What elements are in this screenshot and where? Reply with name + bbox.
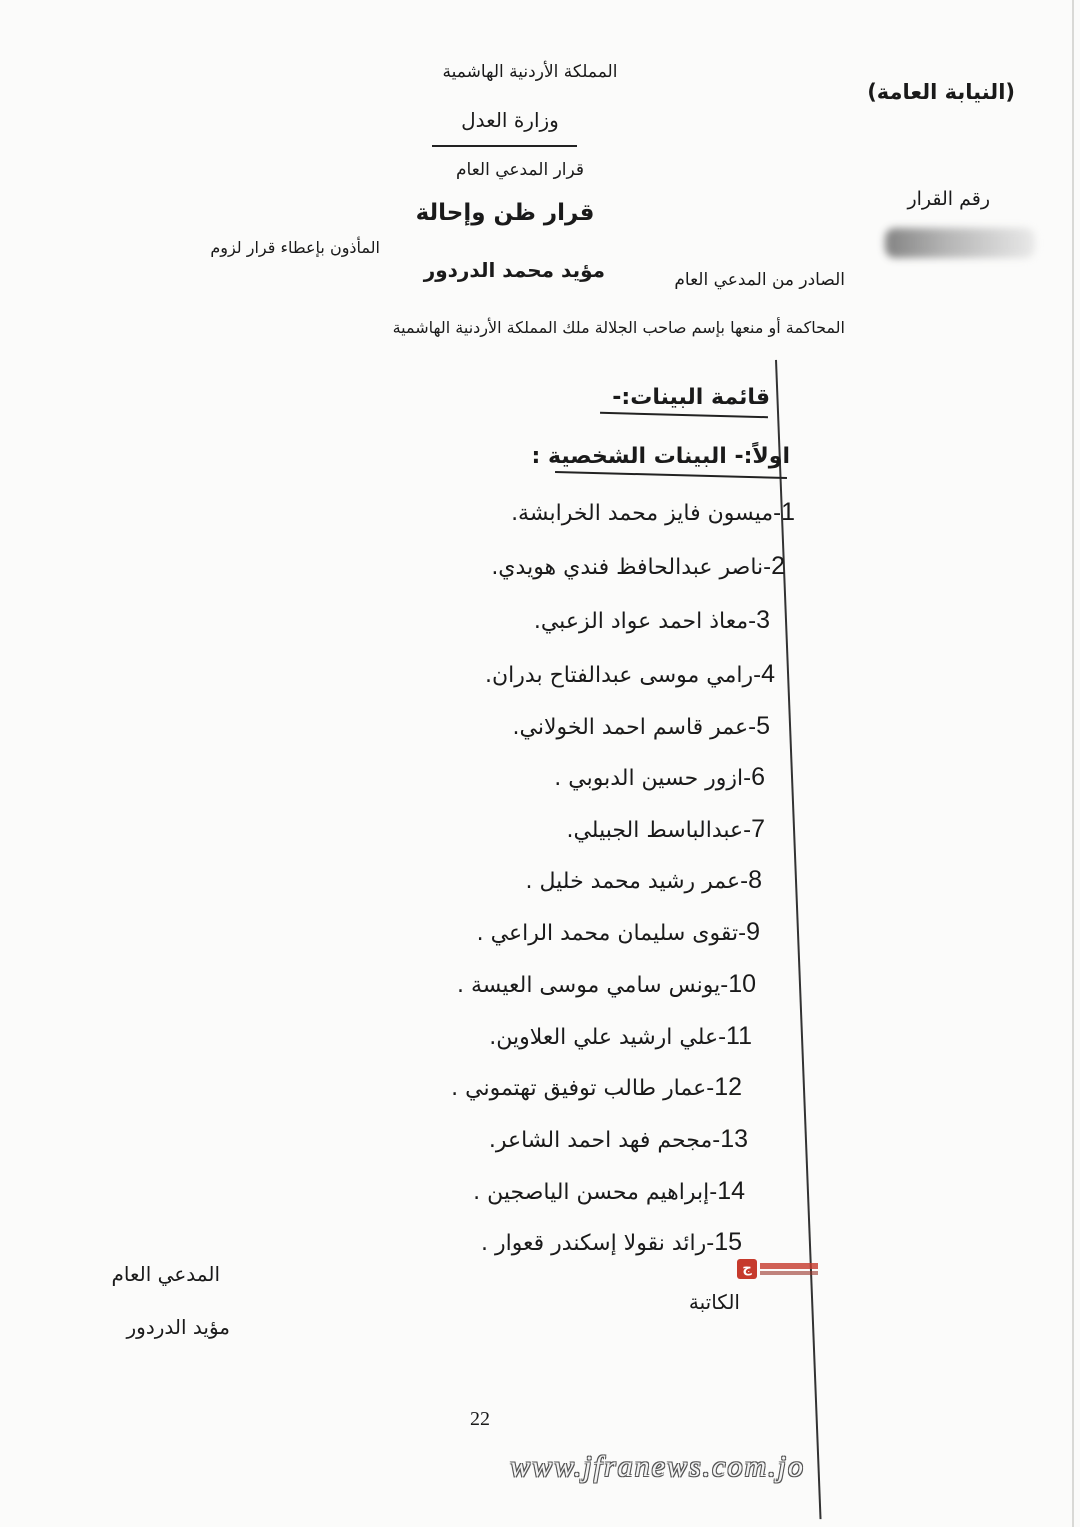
witness-item	[360, 1073, 742, 1102]
witness-item	[400, 866, 762, 895]
witness-item	[420, 498, 795, 527]
decision-number-redacted	[885, 228, 1035, 258]
personal-title-underline	[555, 471, 787, 479]
ministry-heading: وزارة العدل	[461, 108, 559, 132]
witness-number: 10	[728, 970, 756, 998]
witness-number: 7	[751, 815, 765, 843]
witness-item	[400, 1177, 745, 1206]
witness-number: 6	[751, 763, 765, 791]
witness-name: -ميسون فايز محمد الخرابشة.	[511, 501, 782, 526]
decision-number-label: رقم القرار	[907, 188, 990, 210]
witness-item	[370, 970, 756, 999]
prosecutor-decision-heading: قرار المدعي العام	[455, 160, 585, 180]
ministry-underline	[432, 145, 577, 147]
public-prosecution-label: (النيابة العامة)	[867, 80, 1015, 104]
page-number: 22	[470, 1408, 490, 1430]
clerk-label: الكاتبة	[688, 1290, 740, 1314]
witness-number: 8	[748, 866, 762, 894]
witness-name: -عمار طالب توفيق تهتموني .	[451, 1076, 715, 1101]
witness-number: 2	[771, 552, 785, 580]
witness-name: -رامي موسى عبدالفتاح بدران.	[485, 663, 762, 688]
margin-line	[775, 360, 822, 1519]
witness-number: 13	[720, 1125, 748, 1153]
witness-item	[400, 1022, 752, 1051]
witness-item	[420, 606, 770, 635]
jfranews-logo-icon	[737, 1256, 819, 1281]
witness-item	[400, 552, 785, 581]
watermark-url: www.jfranews.com.jo	[510, 1450, 805, 1483]
witness-number: 5	[756, 712, 770, 740]
witness-item	[400, 660, 775, 689]
evidence-title-underline	[600, 412, 768, 418]
witness-name: -عبدالباسط الجبيلي.	[566, 818, 752, 843]
witness-item	[380, 918, 760, 947]
witness-name: -علي ارشيد علي العلاوين.	[489, 1025, 727, 1050]
witness-item	[420, 1125, 748, 1154]
witness-number: 15	[714, 1228, 742, 1256]
logo-text-bars	[760, 1261, 818, 1277]
witness-name: -يونس سامي موسى العيسة .	[456, 973, 729, 998]
witness-name: -ازور حسين الدبوبي .	[554, 766, 752, 791]
prosecutor-name: مؤيد محمد الدردور	[423, 258, 605, 282]
logo-bar	[760, 1263, 818, 1269]
logo-mark: ج	[737, 1259, 757, 1279]
witness-name: -ناصر عبدالحافظ فندي هويدي.	[491, 555, 772, 580]
signature-name: مؤيد الدردور	[126, 1315, 230, 1339]
witness-item	[420, 712, 770, 741]
witness-number: 4	[761, 660, 775, 688]
authorized-text: المأذون بإعطاء قرار لزوم	[210, 238, 380, 257]
personal-evidence-title: اولاً:- البينات الشخصية :	[531, 444, 790, 469]
witness-number: 1	[781, 498, 795, 526]
witness-name: -مجحم فهد احمد الشاعر.	[488, 1128, 721, 1153]
evidence-list-title: قائمة البينات:-	[612, 385, 770, 410]
trial-text: المحاكمة أو منعها بإسم صاحب الجلالة ملك المملكة الأردنية الهاشمية	[392, 318, 845, 337]
witness-number: 11	[726, 1022, 752, 1050]
witness-number: 3	[756, 606, 770, 634]
witness-name: -تقوى سليمان محمد الراعي .	[476, 921, 747, 946]
page-edge	[1072, 0, 1074, 1527]
witness-name: -عمر رشيد محمد خليل .	[525, 869, 749, 894]
witness-name: -عمر قاسم احمد الخولاني.	[512, 715, 757, 740]
issued-by-text: الصادر من المدعي العام	[674, 270, 845, 290]
witness-name: -إبراهيم محسن الياصجين .	[473, 1180, 718, 1205]
witness-name: -رائد نقولا إسكندر قعوار .	[480, 1231, 715, 1256]
witness-name: -معاذ احمد عواد الزعبي.	[533, 609, 757, 634]
decision-title: قرار ظن وإحالة	[415, 200, 595, 226]
witness-number: 9	[746, 918, 760, 946]
witness-item	[450, 815, 765, 844]
witness-item	[420, 763, 765, 792]
signature-title: المدعي العام	[111, 1262, 220, 1286]
witness-number: 12	[714, 1073, 742, 1101]
witness-item	[400, 1228, 742, 1257]
witness-number: 14	[717, 1177, 745, 1205]
logo-bar	[760, 1271, 818, 1275]
kingdom-heading: المملكة الأردنية الهاشمية	[442, 62, 618, 82]
